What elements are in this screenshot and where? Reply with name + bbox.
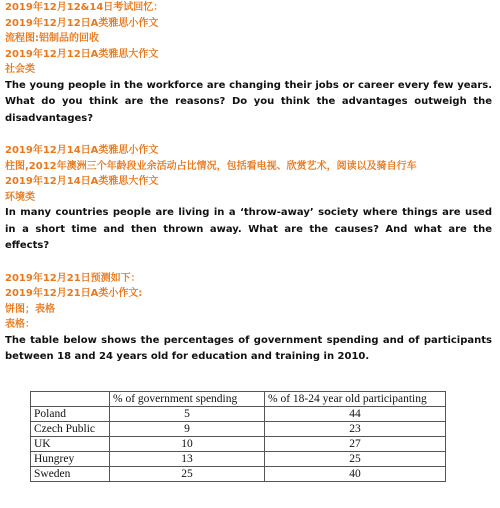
header-cell [31,392,110,407]
spending-cell: 25 [110,467,265,482]
task1-types: 饼图；表格 [5,303,55,315]
table-header-row [31,392,446,407]
country-cell: Poland [31,407,110,422]
task1-date-heading-3: 2019年12月21日A类小作文: [5,288,143,299]
table-row [31,467,446,482]
table-task-prompt: The table below shows the percentages of government spending and of participants between 18 and 24 years old for education and training in 2010. [5,334,492,362]
task2-date-heading-2: 2019年12月14日A类雅思大作文 [5,176,159,187]
table-label: 表格： [5,319,35,330]
table-row [31,407,446,422]
task1-date-heading-2: 2019年12月14日A类雅思小作文 [5,145,159,156]
task1-topic-2: 柱图,2012年澳洲三个年龄段业余活动占比情况，包括看电视、欣赏艺术，阅读以及骑自行车 [5,160,417,172]
task2-category-2: 环境类 [5,191,35,203]
table-row [31,452,446,467]
spending-cell: 13 [110,452,265,467]
task2-prompt: The young people in the workforce are changing their jobs or career every few years. What do you think are the reasons? Do you think the advantages outweigh the disadvantages? [5,79,492,124]
country-cell: Sweden [31,467,110,482]
participation-cell: 23 [265,422,446,437]
task2-prompt-2: In many countries people are living in a ‘throw-away’ society where things are used in a short time and then thrown away. What are the causes? And what are the effects? [5,207,492,251]
country-cell: UK [31,437,110,452]
task1-date-heading: 2019年12月12日A类雅思小作文 [5,17,159,29]
task2-date-heading: 2019年12月12日A类雅思大作文 [5,48,159,60]
country-cell: Czech Public [31,422,110,437]
participation-cell: 44 [265,407,446,422]
country-cell: Hungrey [31,452,110,467]
participation-cell: 25 [265,452,446,467]
header-cell: % of government spending [110,392,265,407]
data-table [30,391,446,482]
table-row [31,437,446,452]
header-cell: % of 18-24 year old participanting [265,392,446,407]
exam-recall-heading: 2019年12月12&14日考试回忆： [5,2,164,13]
spending-cell: 5 [110,407,265,422]
participation-cell: 27 [265,437,446,452]
task2-category: 社会类 [5,64,35,75]
table-row [31,422,446,437]
prediction-heading: 2019年12月21日预测如下： [5,272,141,284]
spending-cell: 10 [110,437,265,452]
participation-cell: 40 [265,467,446,482]
task1-topic: 流程图:铝制品的回收 [5,33,99,44]
spending-cell: 9 [110,422,265,437]
